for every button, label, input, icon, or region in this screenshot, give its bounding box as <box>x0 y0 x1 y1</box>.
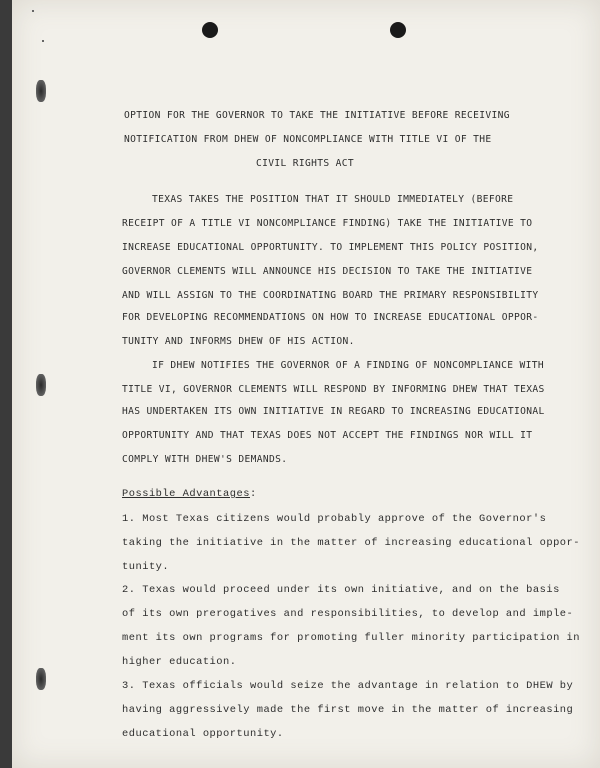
paragraph-1-line-4: GOVERNOR CLEMENTS WILL ANNOUNCE HIS DECISION TO TAKE THE INITIATIVE <box>122 266 533 277</box>
advantages-heading-text: Possible Advantages <box>122 488 250 500</box>
advantage-2-line-4: higher education. <box>122 656 237 668</box>
paragraph-1-line-7: TUNITY AND INFORMS DHEW OF HIS ACTION. <box>122 336 355 347</box>
binder-mark-middle <box>36 374 46 396</box>
paragraph-2-line-2: TITLE VI, GOVERNOR CLEMENTS WILL RESPOND BY INFORMING DHEW THAT TEXAS <box>122 384 545 395</box>
advantage-3-line-3: educational opportunity. <box>122 728 284 740</box>
punch-hole-left <box>202 22 218 38</box>
advantage-3-line-2: having aggressively made the first move in the matter of increasing <box>122 704 574 716</box>
paper-speck <box>32 10 34 12</box>
title-line-3: CIVIL RIGHTS ACT <box>256 158 355 169</box>
advantage-2-line-3: ment its own programs for promoting fuller minority participation in <box>122 632 581 644</box>
paragraph-2-line-5: COMPLY WITH DHEW'S DEMANDS. <box>122 454 288 465</box>
binder-mark-bottom <box>36 668 46 690</box>
title-line-1: OPTION FOR THE GOVERNOR TO TAKE THE INITIATIVE BEFORE RECEIVING <box>124 110 510 121</box>
advantage-1-line-1: 1. Most Texas citizens would probably approve of the Governor's <box>122 513 547 525</box>
advantage-2-line-2: of its own prerogatives and responsibilities, to develop and imple- <box>122 608 574 620</box>
advantages-heading <box>122 488 257 500</box>
advantage-3-line-1: 3. Texas officials would seize the advantage in relation to DHEW by <box>122 680 574 692</box>
paragraph-2-line-3: HAS UNDERTAKEN ITS OWN INITIATIVE IN REGARD TO INCREASING EDUCATIONAL <box>122 406 545 417</box>
title-line-2: NOTIFICATION FROM DHEW OF NONCOMPLIANCE WITH TITLE VI OF THE <box>124 134 492 145</box>
advantage-2-line-1: 2. Texas would proceed under its own initiative, and on the basis <box>122 584 560 596</box>
paragraph-1-line-6: FOR DEVELOPING RECOMMENDATIONS ON HOW TO INCREASE EDUCATIONAL OPPOR- <box>122 312 539 323</box>
punch-hole-right <box>390 22 406 38</box>
paragraph-1-line-5: AND WILL ASSIGN TO THE COORDINATING BOARD THE PRIMARY RESPONSIBILITY <box>122 290 539 301</box>
paper-speck <box>42 40 44 42</box>
advantage-1-line-2: taking the initiative in the matter of increasing educational oppor- <box>122 537 581 549</box>
paragraph-2-line-1: IF DHEW NOTIFIES THE GOVERNOR OF A FINDING OF NONCOMPLIANCE WITH <box>152 360 545 371</box>
paragraph-1-line-2: RECEIPT OF A TITLE VI NONCOMPLIANCE FINDING) TAKE THE INITIATIVE TO <box>122 218 533 229</box>
paragraph-1-line-1: TEXAS TAKES THE POSITION THAT IT SHOULD IMMEDIATELY (BEFORE <box>152 194 514 205</box>
document-page <box>12 0 600 768</box>
paragraph-1-line-3: INCREASE EDUCATIONAL OPPORTUNITY. TO IMPLEMENT THIS POLICY POSITION, <box>122 242 539 253</box>
advantages-heading-colon: : <box>249 488 257 500</box>
advantage-1-line-3: tunity. <box>122 561 170 573</box>
paragraph-2-line-4: OPPORTUNITY AND THAT TEXAS DOES NOT ACCEPT THE FINDINGS NOR WILL IT <box>122 430 533 441</box>
binder-mark-top <box>36 80 46 102</box>
